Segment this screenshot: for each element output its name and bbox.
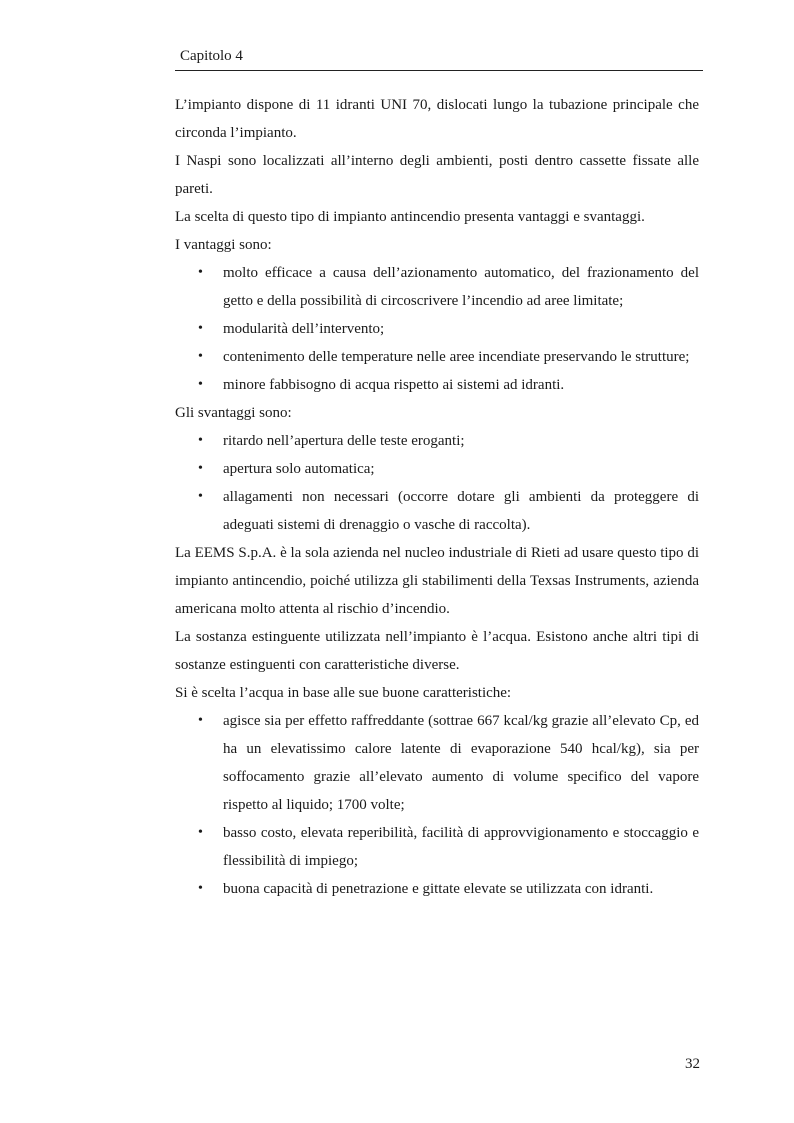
disadvantages-list xyxy=(175,427,699,539)
advantages-list xyxy=(175,259,699,399)
running-header xyxy=(175,46,703,71)
list-item: • ritardo nell’apertura delle teste eroganti; xyxy=(223,427,699,455)
paragraph-eems: La EEMS S.p.A. è la sola azienda nel nucleo industriale di Rieti ad usare questo tipo di impianto antincendio, poiché utilizza gli stabilimenti della Texsas Instruments, azienda americana molto attenta al rischio d’incendio. xyxy=(175,545,699,617)
page-number: 32 xyxy=(685,1056,700,1072)
list-item: • apertura solo automatica; xyxy=(223,455,699,483)
list-item: • minore fabbisogno di acqua rispetto ai sistemi ad idranti. xyxy=(223,371,699,399)
paragraph-water-choice: Si è scelta l’acqua in base alle sue buone caratteristiche: xyxy=(175,685,512,701)
list-item: • basso costo, elevata reperibilità, facilità di approvvigionamento e stoccaggio e flessibilità di impiego; xyxy=(223,819,699,875)
advantages-intro: I vantaggi sono: xyxy=(175,237,272,253)
list-item: • agisce sia per effetto raffreddante (sottrae 667 kcal/kg grazie all’elevato Cp, ed ha un elevatissimo calore latente di evaporazione 540 hcal/kg), sia per soffocamento grazie all’elevato aumento di volume specifico del vapore rispetto al liquido; 1700 volte; xyxy=(223,707,699,819)
water-features-list xyxy=(175,707,699,903)
chapter-title: Capitolo 4 xyxy=(180,48,243,64)
paragraph-extinguishing-agent: La sostanza estinguente utilizzata nell’impianto è l’acqua. Esistono anche altri tipi di sostanze estinguenti con caratteristiche diverse. xyxy=(175,629,699,673)
list-item: • modularità dell’intervento; xyxy=(223,315,699,343)
list-item: • allagamenti non necessari (occorre dotare gli ambienti da proteggere di adeguati sistemi di drenaggio o vasche di raccolta). xyxy=(223,483,699,539)
paragraph-hydrants: L’impianto dispone di 11 idranti UNI 70, dislocati lungo la tubazione principale che circonda l’impianto. xyxy=(175,97,699,141)
disadvantages-intro: Gli svantaggi sono: xyxy=(175,405,292,421)
paragraph-choice: La scelta di questo tipo di impianto antincendio presenta vantaggi e svantaggi. xyxy=(175,209,645,225)
list-item: • molto efficace a causa dell’azionamento automatico, del frazionamento del getto e della possibilità di circoscrivere l’incendio ad aree limitate; xyxy=(223,259,699,315)
list-item: • contenimento delle temperature nelle aree incendiate preservando le strutture; xyxy=(223,343,699,371)
list-item: • buona capacità di penetrazione e gittate elevate se utilizzata con idranti. xyxy=(223,875,699,903)
page-body xyxy=(175,91,699,903)
paragraph-naspi: I Naspi sono localizzati all’interno degli ambienti, posti dentro cassette fissate alle pareti. xyxy=(175,153,699,197)
